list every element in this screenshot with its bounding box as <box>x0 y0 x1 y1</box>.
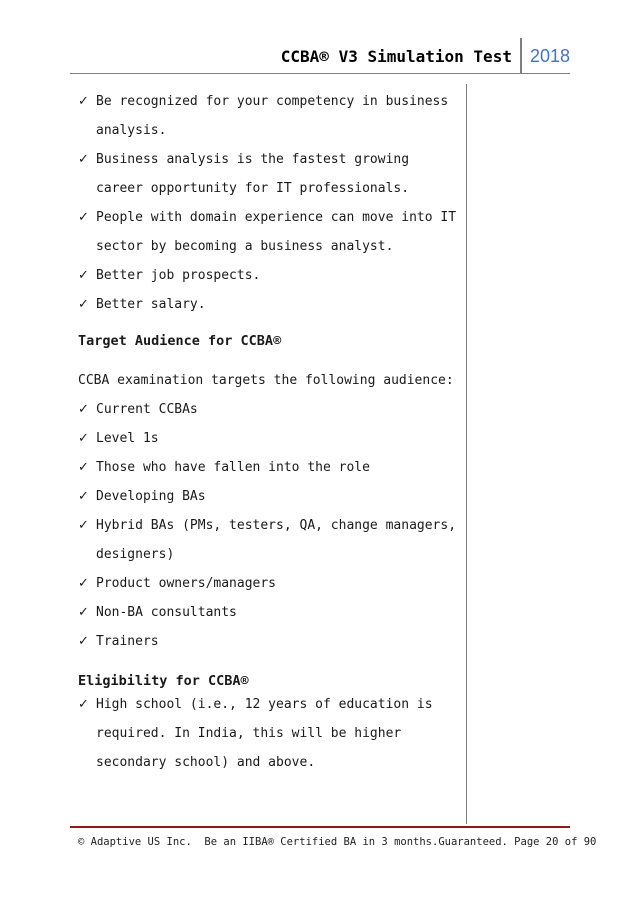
page-header <box>281 38 570 74</box>
list-item <box>78 87 458 145</box>
section-intro: CCBA examination targets the following audience: <box>78 373 454 388</box>
list-item-text: Level 1s <box>96 431 159 446</box>
header-year: 2018 <box>520 38 570 74</box>
list-item-text: Trainers <box>96 634 159 649</box>
check-mark-icon: ✓ <box>78 210 89 225</box>
list-item <box>78 424 458 453</box>
list-item-text: Product owners/managers <box>96 576 277 591</box>
list-item-text: Those who have fallen into the role <box>96 460 370 475</box>
list-item <box>78 145 458 203</box>
check-mark-icon: ✓ <box>78 697 89 712</box>
section-heading-target-audience: Target Audience for CCBA® <box>78 333 282 349</box>
list-item <box>78 569 458 598</box>
section-heading-eligibility: Eligibility for CCBA® <box>78 673 249 689</box>
check-mark-icon: ✓ <box>78 460 89 475</box>
list-item-text: Be recognized for your competency in business analysis. <box>96 94 449 138</box>
list-item <box>78 598 458 627</box>
check-mark-icon: ✓ <box>78 297 89 312</box>
page-footer: © Adaptive US Inc. Be an IIBA® Certified BA in 3 months.Guaranteed. Page 20 of 90 <box>78 836 597 848</box>
list-item <box>78 511 458 569</box>
list-item <box>78 261 458 290</box>
check-mark-icon: ✓ <box>78 576 89 591</box>
check-mark-icon: ✓ <box>78 431 89 446</box>
check-mark-icon: ✓ <box>78 94 89 109</box>
list-item <box>78 627 458 656</box>
list-item <box>78 453 458 482</box>
check-mark-icon: ✓ <box>78 518 89 533</box>
check-mark-icon: ✓ <box>78 605 89 620</box>
check-mark-icon: ✓ <box>78 489 89 504</box>
header-divider <box>70 73 570 74</box>
header-title: CCBA® V3 Simulation Test <box>280 46 512 66</box>
list-item-text: Developing BAs <box>96 489 206 504</box>
list-item-text: Non-BA consultants <box>96 605 237 620</box>
list-item-text: Current CCBAs <box>96 402 198 417</box>
list-item-text: Better job prospects. <box>96 268 261 283</box>
list-item-text: High school (i.e., 12 years of education is required. In India, this will be higher secondary school) and above. <box>96 697 433 770</box>
list-item <box>78 395 458 424</box>
check-mark-icon: ✓ <box>78 634 89 649</box>
eligibility-list <box>78 690 458 777</box>
check-mark-icon: ✓ <box>78 268 89 283</box>
audience-list <box>78 395 458 656</box>
footer-divider <box>70 826 570 828</box>
check-mark-icon: ✓ <box>78 152 89 167</box>
list-item-text: Hybrid BAs (PMs, testers, QA, change managers, designers) <box>96 518 457 562</box>
list-item-text: People with domain experience can move into IT sector by becoming a business analyst. <box>96 210 457 254</box>
check-mark-icon: ✓ <box>78 402 89 417</box>
list-item-text: Better salary. <box>96 297 206 312</box>
margin-divider <box>466 84 467 824</box>
list-item <box>78 203 458 261</box>
list-item <box>78 482 458 511</box>
benefits-list <box>78 87 458 319</box>
list-item <box>78 290 458 319</box>
list-item <box>78 690 458 777</box>
page-content <box>78 87 458 777</box>
list-item-text: Business analysis is the fastest growing career opportunity for IT professionals. <box>96 152 410 196</box>
